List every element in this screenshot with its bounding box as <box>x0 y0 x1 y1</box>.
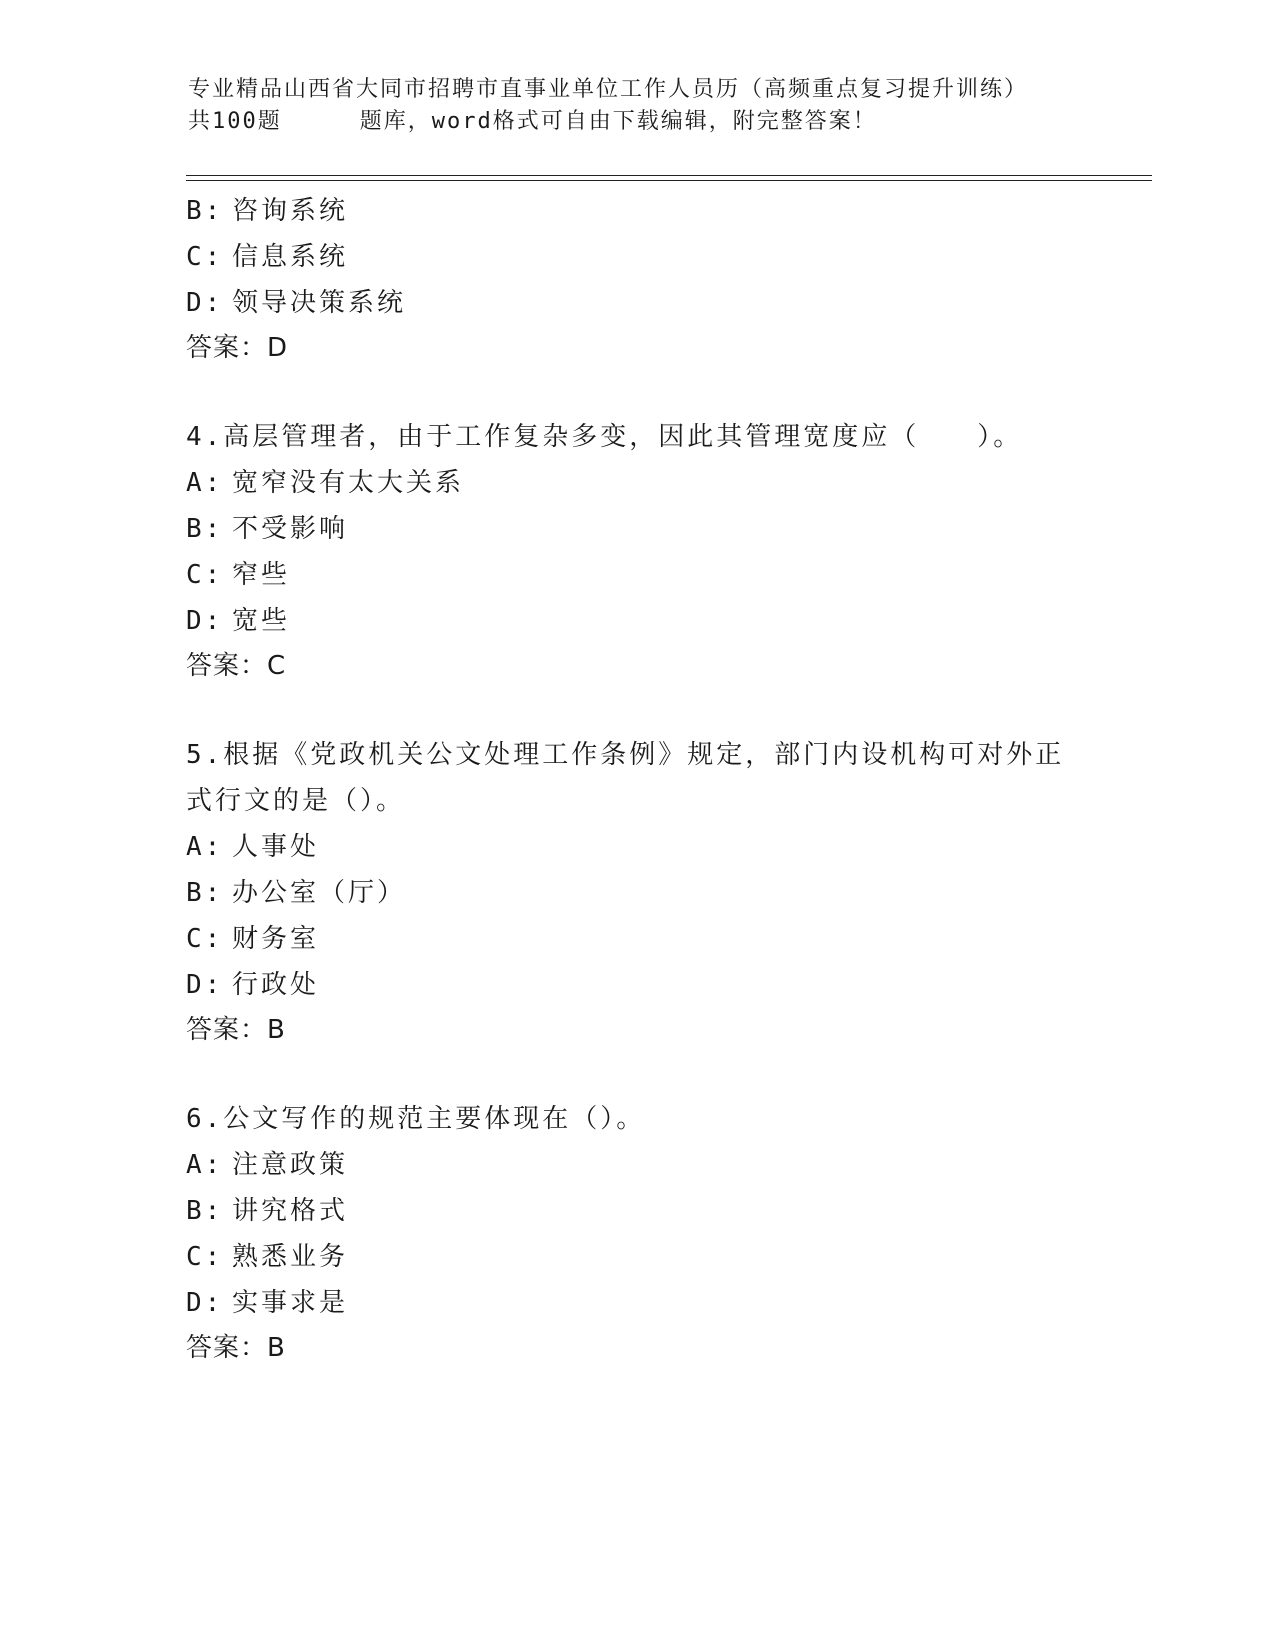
option-row <box>186 280 1086 326</box>
page-header <box>188 74 1088 138</box>
answer-line: 答案：B <box>186 1333 286 1363</box>
option-row <box>186 870 1086 916</box>
header-description: 题库，word格式可自由下载编辑，附完整答案！ <box>359 109 877 134</box>
option-letter: B: <box>186 878 224 908</box>
question-block-5 <box>186 732 1086 1052</box>
option-text: 办公室（厅） <box>232 878 407 908</box>
option-letter: C: <box>186 242 224 272</box>
question-block-4 <box>186 414 1086 688</box>
option-letter: B: <box>186 1196 224 1226</box>
option-text: 不受影响 <box>232 514 349 544</box>
option-text: 注意政策 <box>232 1150 349 1180</box>
answer-line: 答案：B <box>186 1015 286 1045</box>
option-letter: C: <box>186 924 224 954</box>
question-block-6 <box>186 1096 1086 1370</box>
option-text: 财务室 <box>232 924 320 954</box>
option-row <box>186 1234 1086 1280</box>
option-row <box>186 188 1086 234</box>
option-letter: B: <box>186 514 224 544</box>
header-divider-top <box>186 175 1152 176</box>
option-row <box>186 1142 1086 1188</box>
option-text: 领导决策系统 <box>232 288 407 318</box>
option-row <box>186 824 1086 870</box>
option-row <box>186 598 1086 644</box>
question-text: 4.高层管理者，由于工作复杂多变，因此其管理宽度应（ ）。 <box>186 422 1023 452</box>
option-row <box>186 234 1086 280</box>
option-letter: A: <box>186 832 224 862</box>
answer-line: 答案：C <box>186 651 287 681</box>
question-block-3 <box>186 188 1086 370</box>
question-list <box>186 188 1086 1370</box>
option-row <box>186 962 1086 1008</box>
option-text: 行政处 <box>232 970 320 1000</box>
option-row <box>186 552 1086 598</box>
option-text: 实事求是 <box>232 1288 349 1318</box>
option-letter: B: <box>186 196 224 226</box>
option-letter: D: <box>186 970 224 1000</box>
option-row <box>186 460 1086 506</box>
option-letter: D: <box>186 606 224 636</box>
option-letter: C: <box>186 1242 224 1272</box>
header-title-line: 专业精品山西省大同市招聘市直事业单位工作人员历（高频重点复习提升训练） <box>188 77 1029 102</box>
option-text: 宽窄没有太大关系 <box>232 468 465 498</box>
question-text: 6.公文写作的规范主要体现在（）。 <box>186 1104 646 1134</box>
header-subtitle-line <box>188 106 1088 138</box>
option-letter: D: <box>186 288 224 318</box>
option-letter: A: <box>186 468 224 498</box>
option-text: 窄些 <box>232 560 291 590</box>
option-text: 咨询系统 <box>232 196 349 226</box>
option-text: 熟悉业务 <box>232 1242 349 1272</box>
header-question-count: 共100题 <box>188 109 282 134</box>
option-letter: A: <box>186 1150 224 1180</box>
option-text: 人事处 <box>232 832 320 862</box>
option-row <box>186 1280 1086 1326</box>
answer-line: 答案：D <box>186 333 289 363</box>
header-divider-bottom <box>186 180 1152 181</box>
option-text: 信息系统 <box>232 242 349 272</box>
option-row <box>186 916 1086 962</box>
option-text: 宽些 <box>232 606 291 636</box>
option-row <box>186 506 1086 552</box>
question-text: 5.根据《党政机关公文处理工作条例》规定，部门内设机构可对外正式行文的是（）。 <box>186 740 1065 816</box>
option-letter: C: <box>186 560 224 590</box>
option-text: 讲究格式 <box>232 1196 349 1226</box>
option-row <box>186 1188 1086 1234</box>
option-letter: D: <box>186 1288 224 1318</box>
